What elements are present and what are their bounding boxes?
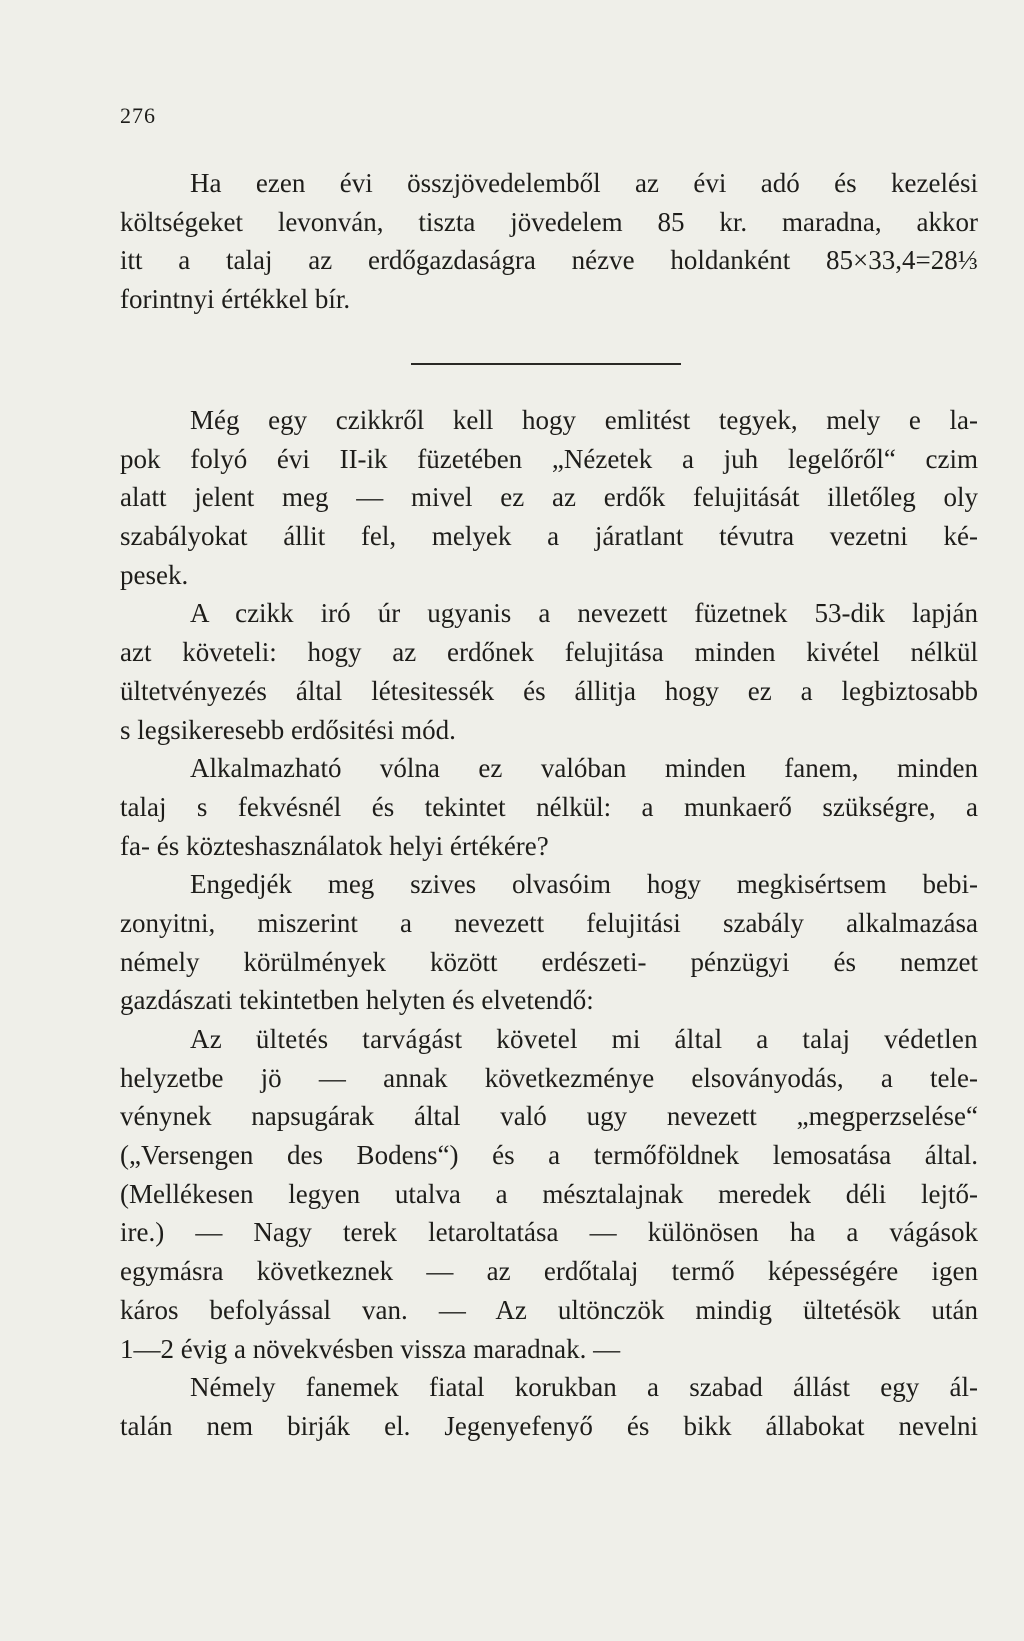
text-line: Még egy czikkről kell hogy emlitést tegyek, mely e la-	[190, 405, 978, 435]
text-line: (Mellékesen legyen utalva a mésztalajnak meredek déli lejtő-	[120, 1178, 978, 1209]
text-line: helyzetbe jö — annak következménye elsoványodás, a tele-	[120, 1062, 978, 1093]
text-line: vénynek napsugárak által való ugy nevezett „megperzselése“	[120, 1101, 978, 1132]
text-line: 1—2 évig a növekvésben vissza maradnak. —	[120, 1333, 621, 1364]
text-line: gazdászati tekintetben helyten és elvetendő:	[120, 985, 594, 1016]
text-line: s legsikeresebb erdősitési mód.	[120, 714, 456, 745]
paragraph-income	[120, 164, 978, 319]
text-line: költségeket levonván, tiszta jövedelem 85 kr. maradna, akkor	[120, 206, 978, 237]
text-line: pesek.	[120, 559, 189, 590]
text-line: szabályokat állit fel, melyek a járatlant tévutra vezetni ké-	[120, 521, 978, 552]
text-line: Némely fanemek fiatal korukban a szabad állást egy ál-	[190, 1372, 978, 1403]
text-line: talaj s fekvésnél és tekintet nélkül: a munkaerő szükségre, a	[120, 791, 978, 822]
text-line: Alkalmazható vólna ez valóban minden fanem, minden	[190, 753, 978, 784]
text-line: pok folyó évi II-ik füzetében „Nézetek a juh legelőről“ czim	[120, 443, 978, 474]
text-line: ültetvényezés által létesitessék és állitja hogy ez a legbiztosabb	[120, 675, 978, 706]
text-line: némely körülmények között erdészeti- pénzügyi és nemzet	[120, 946, 978, 977]
text-line: egymásra következnek — az erdőtalaj termő képességére igen	[120, 1256, 978, 1287]
text-line: ire.) — Nagy terek letaroltatása — különösen ha a vágások	[120, 1217, 978, 1248]
text-line: („Versengen des Bodens“) és a termőföldnek lemosatása által.	[120, 1140, 978, 1171]
text-line: Az ültetés tarvágást követel mi által a talaj védetlen	[190, 1024, 978, 1054]
page-number: 276	[120, 103, 156, 128]
text-line: káros befolyással van. — Az ultönczök mindig ültetésök után	[120, 1294, 978, 1325]
main-text	[120, 401, 978, 1446]
section-divider	[411, 363, 681, 365]
text-line: A czikk iró úr ugyanis a nevezett füzetnek 53-dik lapján	[190, 598, 978, 629]
text-line: Engedjék meg szives olvasóim hogy megkisértsem bebi-	[190, 869, 978, 900]
text-line: fa- és közteshasználatok helyi értékére?	[120, 830, 549, 861]
text-line: talán nem birják el. Jegenyefenyő és bikk állabokat nevelni	[120, 1410, 978, 1441]
text-line: azt követeli: hogy az erdőnek felujitása minden kivétel nélkül	[120, 637, 978, 668]
text-line: forintnyi értékkel bír.	[120, 284, 351, 315]
text-line: Ha ezen évi összjövedelemből az évi adó és kezelési	[190, 168, 978, 198]
text-line: itt a talaj az erdőgazdaságra nézve holdanként 85×33,4=28⅓	[120, 245, 978, 276]
text-line: alatt jelent meg — mivel ez az erdők felujitását illetőleg oly	[120, 482, 978, 513]
text-line: zonyitni, miszerint a nevezett felujitási szabály alkalmazása	[120, 907, 978, 938]
